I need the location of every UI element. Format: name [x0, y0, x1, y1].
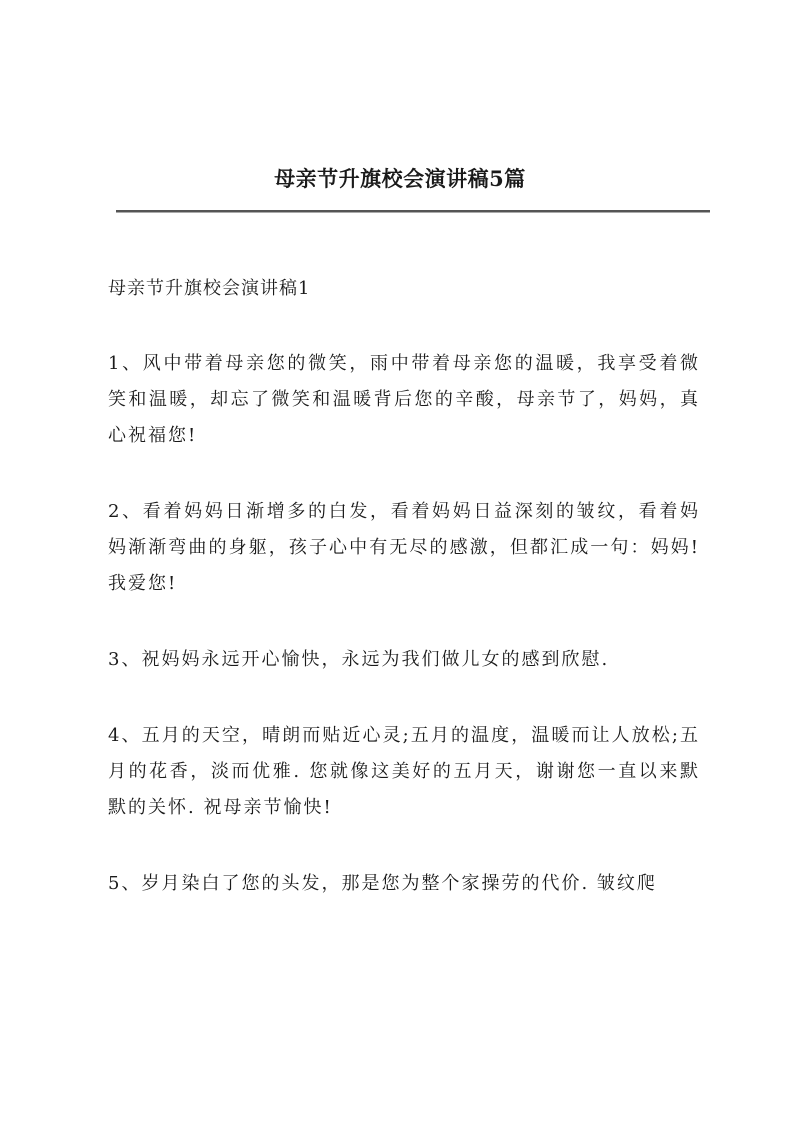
title-divider	[116, 210, 710, 213]
section-heading: 母亲节升旗校会演讲稿1	[108, 278, 311, 299]
page-title: 母亲节升旗校会演讲稿5篇	[274, 166, 526, 191]
paragraph-1: 1、风中带着母亲您的微笑，雨中带着母亲您的温暖，我享受着微笑和温暖，却忘了微笑和温暖背后您的辛酸，母亲节了，妈妈，真心祝福您!	[108, 353, 700, 446]
paragraph-5: 5、岁月染白了您的头发，那是您为整个家操劳的代价. 皱纹爬	[108, 873, 657, 894]
document-body	[108, 272, 700, 942]
paragraph-3: 3、祝妈妈永远开心愉快，永远为我们做儿女的感到欣慰.	[108, 649, 610, 670]
paragraph-2: 2、看着妈妈日渐增多的白发，看着妈妈日益深刻的皱纹，看着妈妈渐渐弯曲的身躯，孩子心中有无尽的感激，但都汇成一句：妈妈!我爱您!	[108, 501, 700, 594]
paragraph-4: 4、五月的天空，晴朗而贴近心灵;五月的温度，温暖而让人放松;五月的花香，淡而优雅. 您就像这美好的五月天，谢谢您一直以来默默的关怀. 祝母亲节愉快!	[108, 725, 700, 818]
